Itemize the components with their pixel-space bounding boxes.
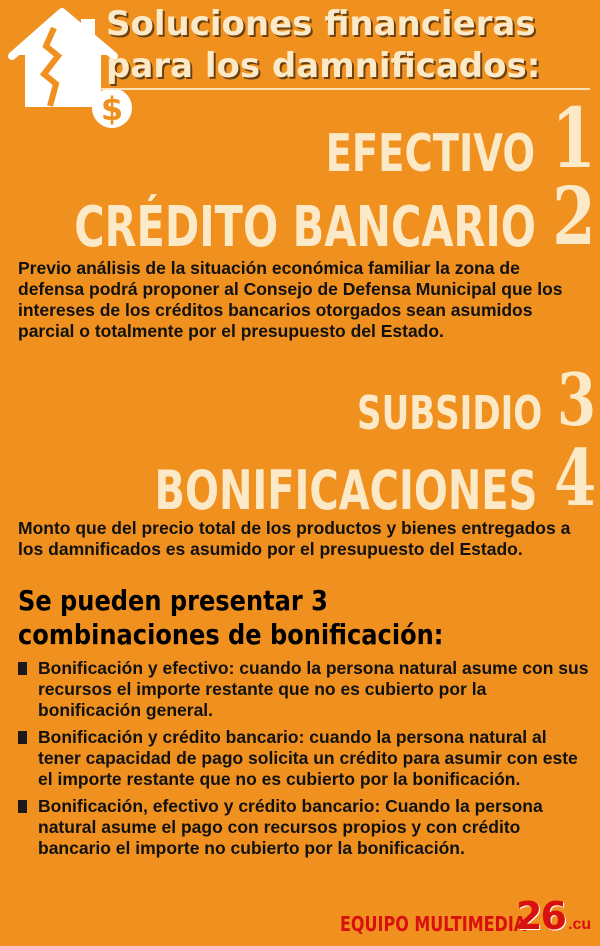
- combinations-title: Se pueden presentar 3 combinaciones de bonificación:: [18, 584, 444, 651]
- square-bullet-icon: [18, 731, 27, 744]
- heading-subsidio: [292, 357, 596, 442]
- heading-title: BONIFICACIONES: [154, 459, 538, 522]
- footer-brand: [340, 894, 600, 946]
- heading-bonificaciones: [20, 433, 596, 524]
- square-bullet-icon: [18, 662, 27, 675]
- heading-number: 2: [552, 169, 596, 263]
- heading-efectivo: [252, 91, 596, 187]
- footer-brand-name: EQUIPO MULTIMEDIA: [340, 912, 527, 936]
- heading-title: CRÉDITO BANCARIO: [74, 195, 537, 260]
- bonificaciones-description: Monto que del precio total de los productos y bienes entregados a los damnificados es asumido por el presupuesto del Estado.: [18, 518, 571, 559]
- heading-number: 4: [553, 433, 596, 524]
- list-item: [18, 658, 590, 721]
- heading-title: EFECTIVO: [325, 124, 535, 184]
- footer-brand-tld: .cu: [568, 916, 592, 933]
- list-item-text: Bonificación y crédito bancario: cuando la persona natural al tener capacidad de pago solicita un crédito para asumir con este el importe restante que no es cubierto por la bonificación.: [38, 727, 578, 789]
- title-underline: [100, 88, 590, 90]
- heading-number: 1: [551, 91, 596, 187]
- heading-credito-bancario: [0, 169, 596, 263]
- list-item: [18, 727, 590, 790]
- svg-text:$: $: [100, 90, 124, 128]
- footer-brand-number: 26: [516, 894, 565, 938]
- heading-title: SUBSIDIO: [356, 386, 542, 440]
- list-item: [18, 796, 590, 859]
- combinations-list: [18, 658, 590, 865]
- square-bullet-icon: [18, 800, 27, 813]
- credito-bancario-description: Previo análisis de la situación económica familiar la zona de defensa podrá proponer al Consejo de Defensa Municipal que los intereses de los créditos bancarios otorgados sean asumidos parcial o totalmente por el presupuesto del Estado.: [18, 258, 563, 341]
- heading-number: 3: [556, 357, 596, 442]
- title-line-2: para los damnificados:: [106, 46, 541, 86]
- list-item-text: Bonificación y efectivo: cuando la persona natural asume con sus recursos el importe restante que no es cubierto por la bonificación general.: [38, 658, 589, 720]
- list-item-text: Bonificación, efectivo y crédito bancario: Cuando la persona natural asume el pago con recursos propios y con crédito bancario el importe no cubierto por la bonificación.: [38, 796, 543, 858]
- title-line-1: Soluciones financieras: [106, 4, 536, 44]
